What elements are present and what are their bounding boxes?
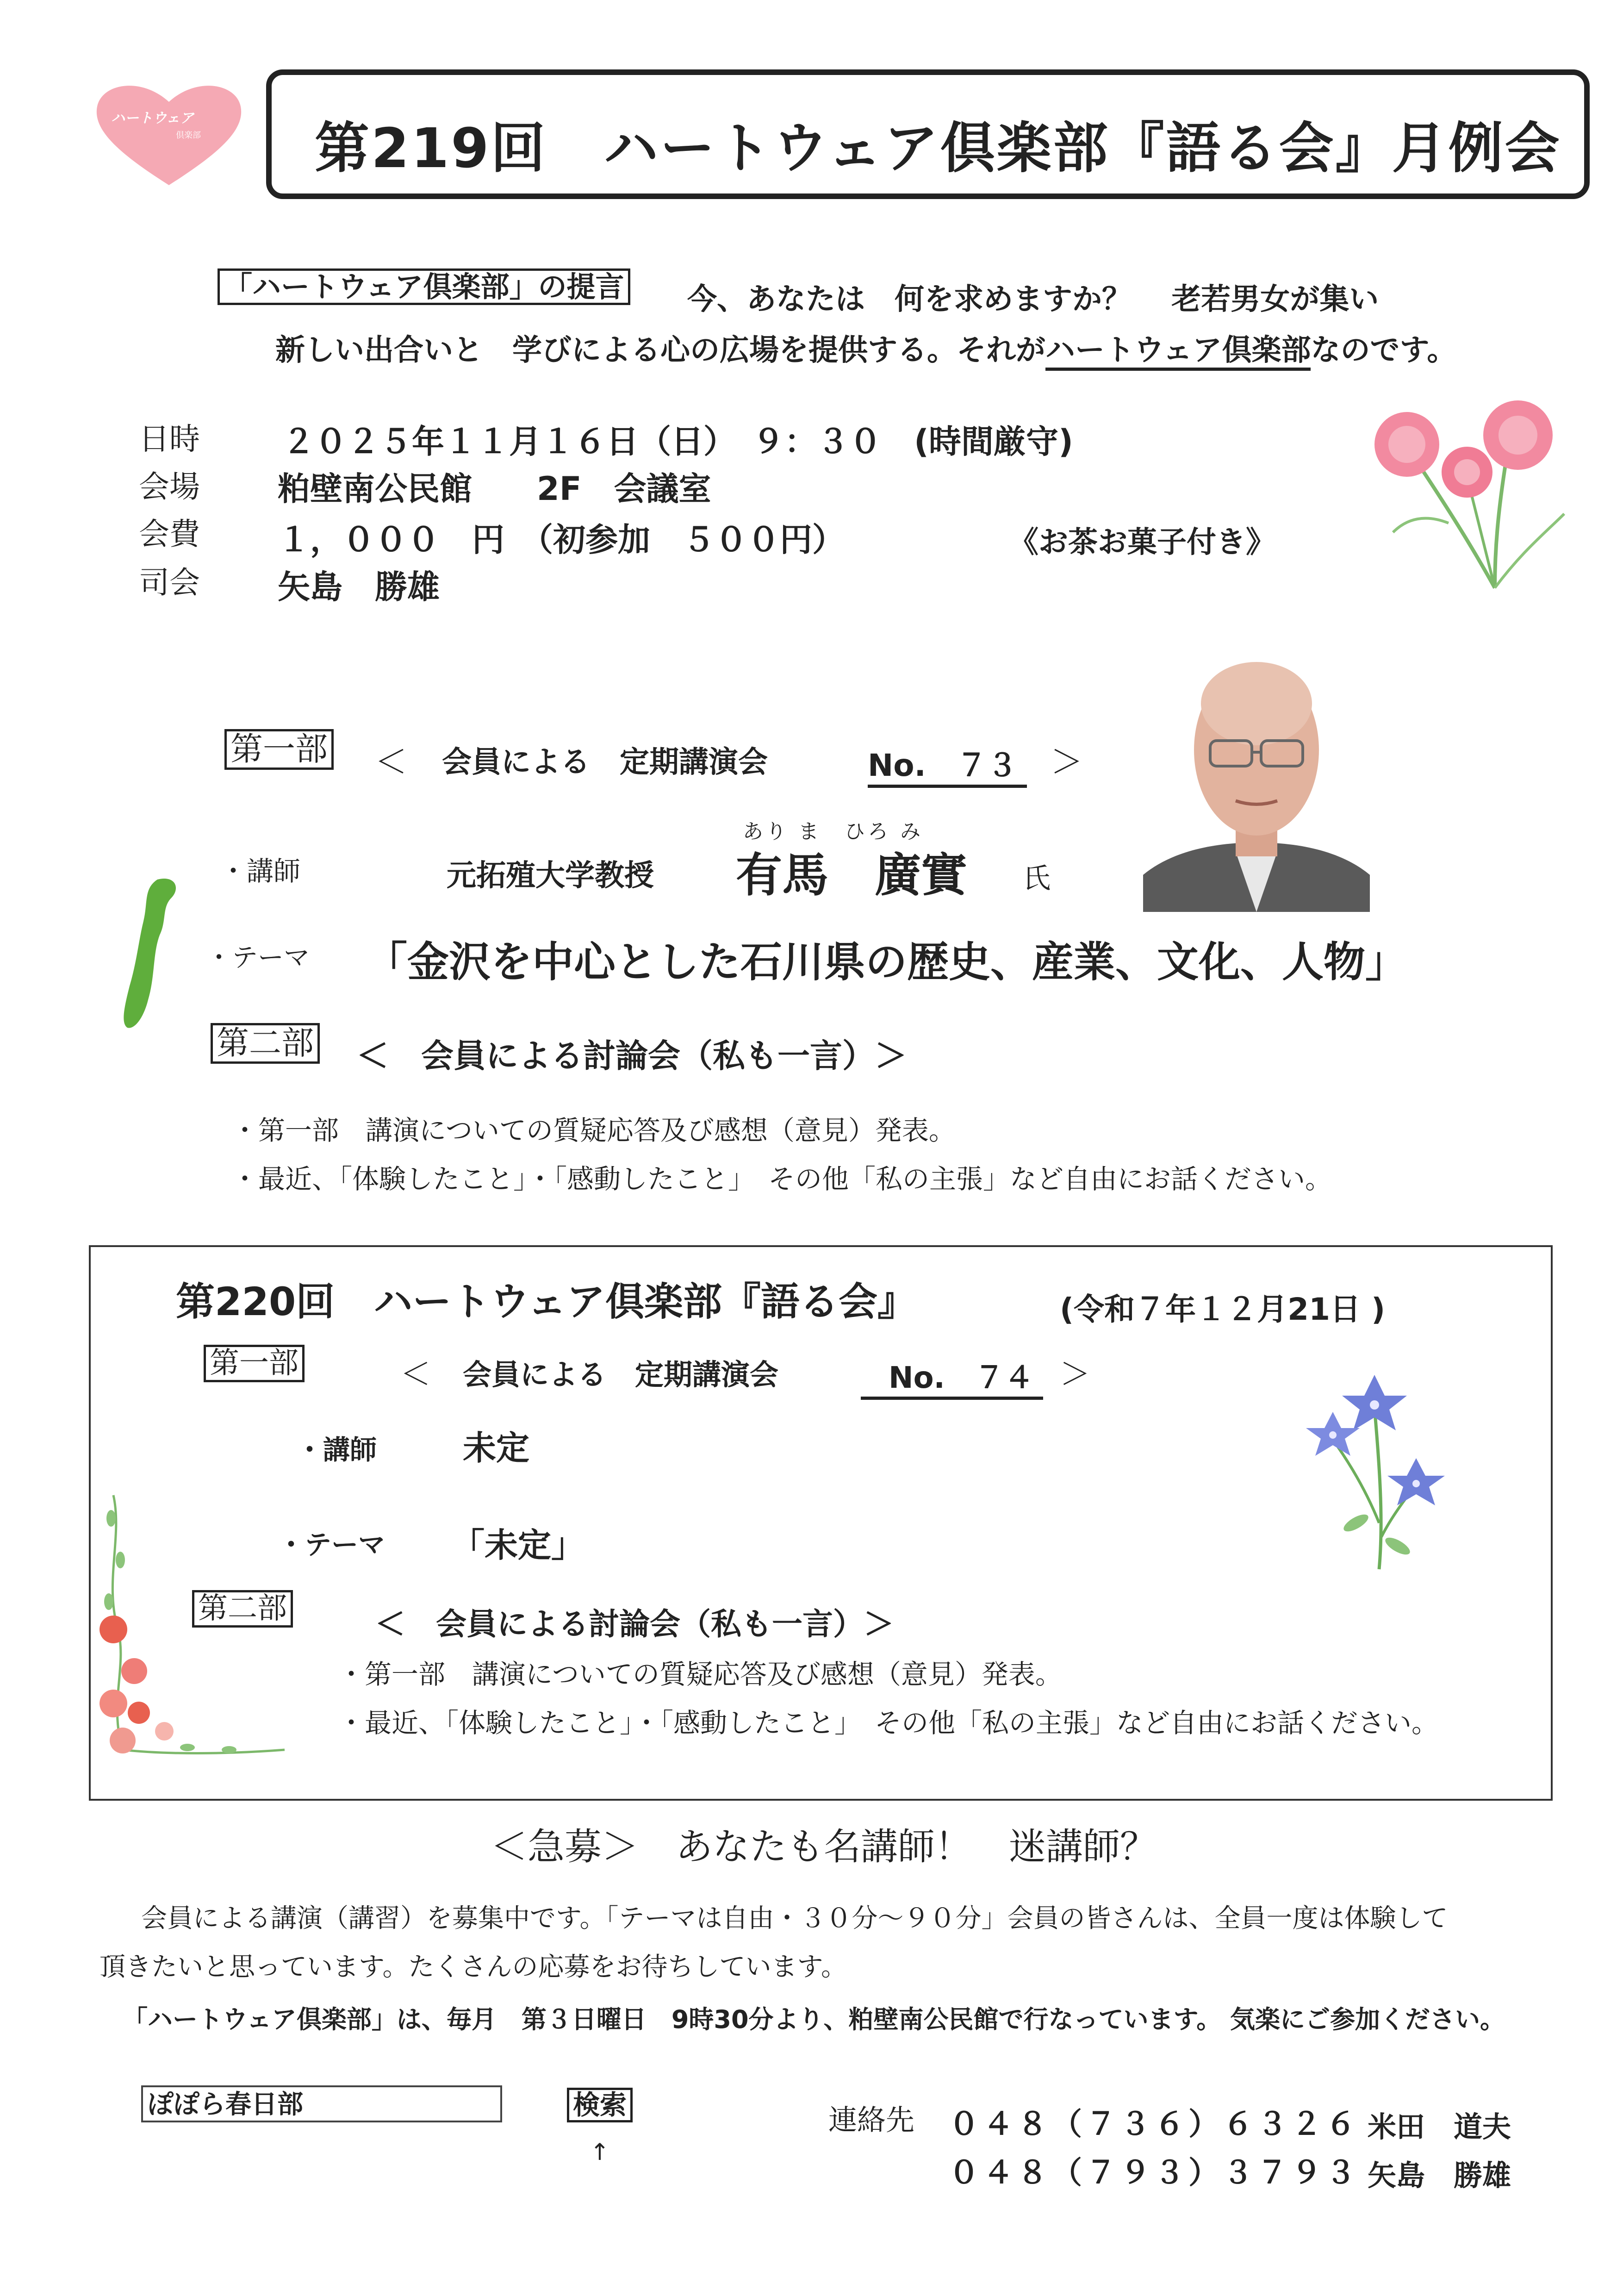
next-part2-bullet1: ・第一部 講演についての質疑応答及び感想（意見）発表。 bbox=[338, 1659, 1062, 1690]
arrow-up-icon: ↑ bbox=[590, 2139, 609, 2165]
part2-desc: ＜ 会員による討論会（私も一言）＞ bbox=[356, 1037, 907, 1075]
venue-label: 会場 bbox=[139, 469, 200, 505]
next-title: 第220回 ハートウェア倶楽部『語る会』 bbox=[176, 1279, 916, 1324]
part1-label: 第一部 bbox=[224, 729, 334, 770]
recruit-line1: 会員による講演（講習）を募集中です。「テーマは自由・３０分～９０分」会員の皆さんは、全員一度は体験して bbox=[141, 1903, 1448, 1934]
contact-name1: 米田 道夫 bbox=[1368, 2110, 1511, 2144]
page-title: 第219回 ハートウェア倶楽部『語る会』月例会 bbox=[315, 116, 1561, 180]
part1-close: ＞ bbox=[1051, 743, 1083, 781]
recruit-line3: 「ハートウェア倶楽部」は、毎月 第３日曜日 9時30分より、粕壁南公民館で行なっています。 気楽にご参加ください。 bbox=[123, 2005, 1505, 2034]
contact-name2: 矢島 勝雄 bbox=[1368, 2159, 1511, 2192]
carnation-illustration bbox=[1356, 393, 1578, 597]
next-date: (令和７年１２月21日 ) bbox=[1060, 1292, 1386, 1327]
datetime-label: 日時 bbox=[139, 421, 200, 457]
recruit-line2: 頂きたいと思っています。たくさんの応募をお待ちしています。 bbox=[99, 1952, 847, 1982]
next-part1-label: 第一部 bbox=[204, 1345, 305, 1382]
theme-value: 「金沢を中心とした石川県の歴史、産業、文化、人物」 bbox=[366, 938, 1407, 986]
intro-line1: 今、あなたは 何を求めますか？ 老若男女が集い bbox=[687, 282, 1379, 317]
intro-line2-a: 新しい出合いと 学びによる心の広場を提供する。それが bbox=[275, 333, 1045, 368]
lecturer-label: ・講師 bbox=[220, 855, 301, 887]
host-value: 矢島 勝雄 bbox=[278, 568, 440, 606]
next-theme-label: ・テーマ bbox=[278, 1529, 386, 1560]
next-lecturer-value: 未定 bbox=[463, 1429, 530, 1467]
next-part2-bullet2: ・最近、「体験したこと」・「感動したこと」 その他「私の主張」など自由にお話ください。 bbox=[338, 1707, 1439, 1739]
next-lecturer-label: ・講師 bbox=[296, 1434, 377, 1466]
part1-desc: 会員による 定期講演会 bbox=[442, 745, 768, 780]
next-theme-value: 「未定」 bbox=[451, 1526, 585, 1565]
fee-note: 《お茶お菓子付き》 bbox=[1009, 525, 1275, 560]
fee-value: １，０００ 円 （初参加 ５００円） bbox=[278, 521, 845, 559]
search-button[interactable]: 検索 bbox=[567, 2088, 633, 2122]
heart-icon bbox=[90, 74, 248, 190]
lecturer-suffix: 氏 bbox=[1023, 862, 1051, 895]
ishikawa-map bbox=[116, 870, 185, 1032]
search-input[interactable]: ぽぽら春日部 bbox=[141, 2085, 502, 2122]
intro-club-name: ハートウェア倶楽部 bbox=[1045, 333, 1311, 371]
logo-text: ハートウェア bbox=[111, 110, 194, 126]
proposal-label: 「ハートウェア倶楽部」の提言 bbox=[218, 268, 630, 305]
next-part1-close: ＞ bbox=[1060, 1356, 1090, 1392]
next-part2-label: 第二部 bbox=[192, 1590, 293, 1628]
host-label: 司会 bbox=[139, 565, 200, 600]
next-part1-open: ＜ bbox=[400, 1356, 431, 1392]
club-logo bbox=[90, 74, 248, 190]
datetime-value: ２０２５年１１月１６日（日） ９：３０ (時間厳守) bbox=[282, 423, 1073, 461]
part2-bullet1: ・第一部 講演についての質疑応答及び感想（意見）発表。 bbox=[231, 1115, 956, 1146]
next-part1-number: No. ７４ bbox=[861, 1354, 1043, 1400]
contact-phone1: ０４８（７３６）６３２６ bbox=[949, 2106, 1360, 2142]
lecturer-name: 有馬 廣實 bbox=[736, 848, 967, 902]
contact-phone2: ０４８（７９３）３７９３ bbox=[949, 2155, 1360, 2190]
fee-label: 会費 bbox=[139, 516, 200, 552]
part2-label: 第二部 bbox=[211, 1023, 320, 1064]
next-part2-desc: ＜ 会員による討論会（私も一言）＞ bbox=[375, 1606, 894, 1642]
venue-value: 粕壁南公民館 2F 会議室 bbox=[278, 470, 711, 508]
next-part1-desc: 会員による 定期講演会 bbox=[463, 1358, 779, 1391]
speaker-photo bbox=[1143, 634, 1370, 912]
lecturer-title: 元拓殖大学教授 bbox=[447, 859, 654, 893]
rose-vine-illustration bbox=[95, 1491, 289, 1778]
logo-subtext: 倶楽部 bbox=[176, 131, 201, 140]
bellflower-illustration bbox=[1305, 1370, 1453, 1574]
recruit-heading: ＜急募＞ あなたも名講師！ 迷講師？ bbox=[491, 1825, 1157, 1868]
contact-label: 連絡先 bbox=[828, 2103, 915, 2137]
theme-label: ・テーマ bbox=[206, 943, 310, 973]
intro-line2-b: なのです。 bbox=[1311, 333, 1457, 368]
intro-line2 bbox=[275, 326, 1456, 369]
part1-open: ＜ bbox=[375, 743, 407, 781]
part1-number: No. ７３ bbox=[868, 741, 1027, 788]
part2-bullet2: ・最近、「体験したこと」・「感動したこと」 その他「私の主張」など自由にお話ください。 bbox=[231, 1163, 1332, 1195]
lecturer-ruby: あり ま ひろ み bbox=[743, 820, 923, 843]
